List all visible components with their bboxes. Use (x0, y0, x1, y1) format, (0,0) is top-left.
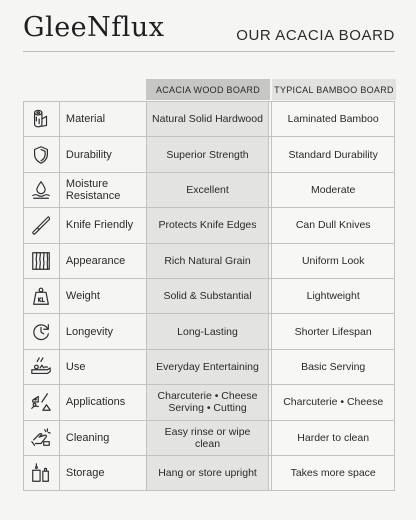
bamboo-cell: Harder to clean (271, 421, 395, 455)
table-row-cleaning (23, 421, 395, 456)
table-row-longevity (23, 314, 395, 349)
table-row-durability (23, 137, 395, 172)
acacia-cell: Superior Strength (146, 137, 270, 171)
acacia-cell: Charcuterie • Cheese Serving • Cutting (146, 385, 270, 419)
clock-icon (23, 314, 60, 348)
bamboo-cell: Moderate (271, 173, 395, 207)
serving-board-icon (23, 350, 60, 384)
table-row-moisture (23, 173, 395, 208)
acacia-cell: Protects Knife Edges (146, 208, 270, 242)
shield-icon (23, 137, 60, 171)
bamboo-cell: Laminated Bamboo (271, 102, 395, 136)
page-title: OUR ACACIA BOARD (236, 27, 395, 44)
row-label: Cleaning (65, 431, 110, 444)
table-row-storage (23, 456, 395, 491)
title-divider (23, 51, 395, 52)
row-label: Moisture Resistance (65, 177, 121, 202)
bamboo-cell: Charcuterie • Cheese (271, 385, 395, 419)
weight-icon (23, 279, 60, 313)
row-label: Applications (65, 396, 126, 409)
brand-logo: GleeNflux (23, 12, 165, 43)
row-label: Material (65, 113, 106, 126)
acacia-cell: Hang or store upright (146, 456, 270, 490)
acacia-cell: Everyday Entertaining (146, 350, 270, 384)
bamboo-cell: Basic Serving (271, 350, 395, 384)
table-row-appearance (23, 244, 395, 279)
table-row-material (23, 102, 395, 137)
acacia-cell: Rich Natural Grain (146, 244, 270, 278)
acacia-cell: Long-Lasting (146, 314, 270, 348)
column-header-acacia: ACACIA WOOD BOARD (146, 79, 270, 100)
acacia-cell: Solid & Substantial (146, 279, 270, 313)
row-label: Durability (65, 148, 112, 161)
acacia-cell: Excellent (146, 173, 270, 207)
bamboo-cell: Standard Durability (271, 137, 395, 171)
hanging-board-icon (23, 456, 60, 490)
comparison-table (23, 101, 395, 491)
table-row-applications (23, 385, 395, 420)
bamboo-cell: Can Dull Knives (271, 208, 395, 242)
bamboo-cell: Lightweight (271, 279, 395, 313)
table-row-use (23, 350, 395, 385)
bamboo-cell: Shorter Lifespan (271, 314, 395, 348)
column-header-bamboo: TYPICAL BAMBOO BOARD (272, 79, 396, 100)
wood-grain-icon (23, 244, 60, 278)
water-drop-icon (23, 173, 60, 207)
row-label: Use (65, 360, 86, 373)
bamboo-cell: Takes more space (271, 456, 395, 490)
row-label: Longevity (65, 325, 113, 338)
acacia-cell: Easy rinse or wipe clean (146, 421, 270, 455)
log-icon (23, 102, 60, 136)
row-label: Storage (65, 467, 105, 480)
table-row-weight (23, 279, 395, 314)
row-label: Knife Friendly (65, 219, 134, 232)
knife-icon (23, 208, 60, 242)
acacia-cell: Natural Solid Hardwood (146, 102, 270, 136)
bamboo-cell: Uniform Look (271, 244, 395, 278)
table-row-knife (23, 208, 395, 243)
row-label: Appearance (65, 254, 126, 267)
food-icon (23, 385, 60, 419)
row-label: Weight (65, 290, 100, 303)
rinse-hand-icon (23, 421, 60, 455)
